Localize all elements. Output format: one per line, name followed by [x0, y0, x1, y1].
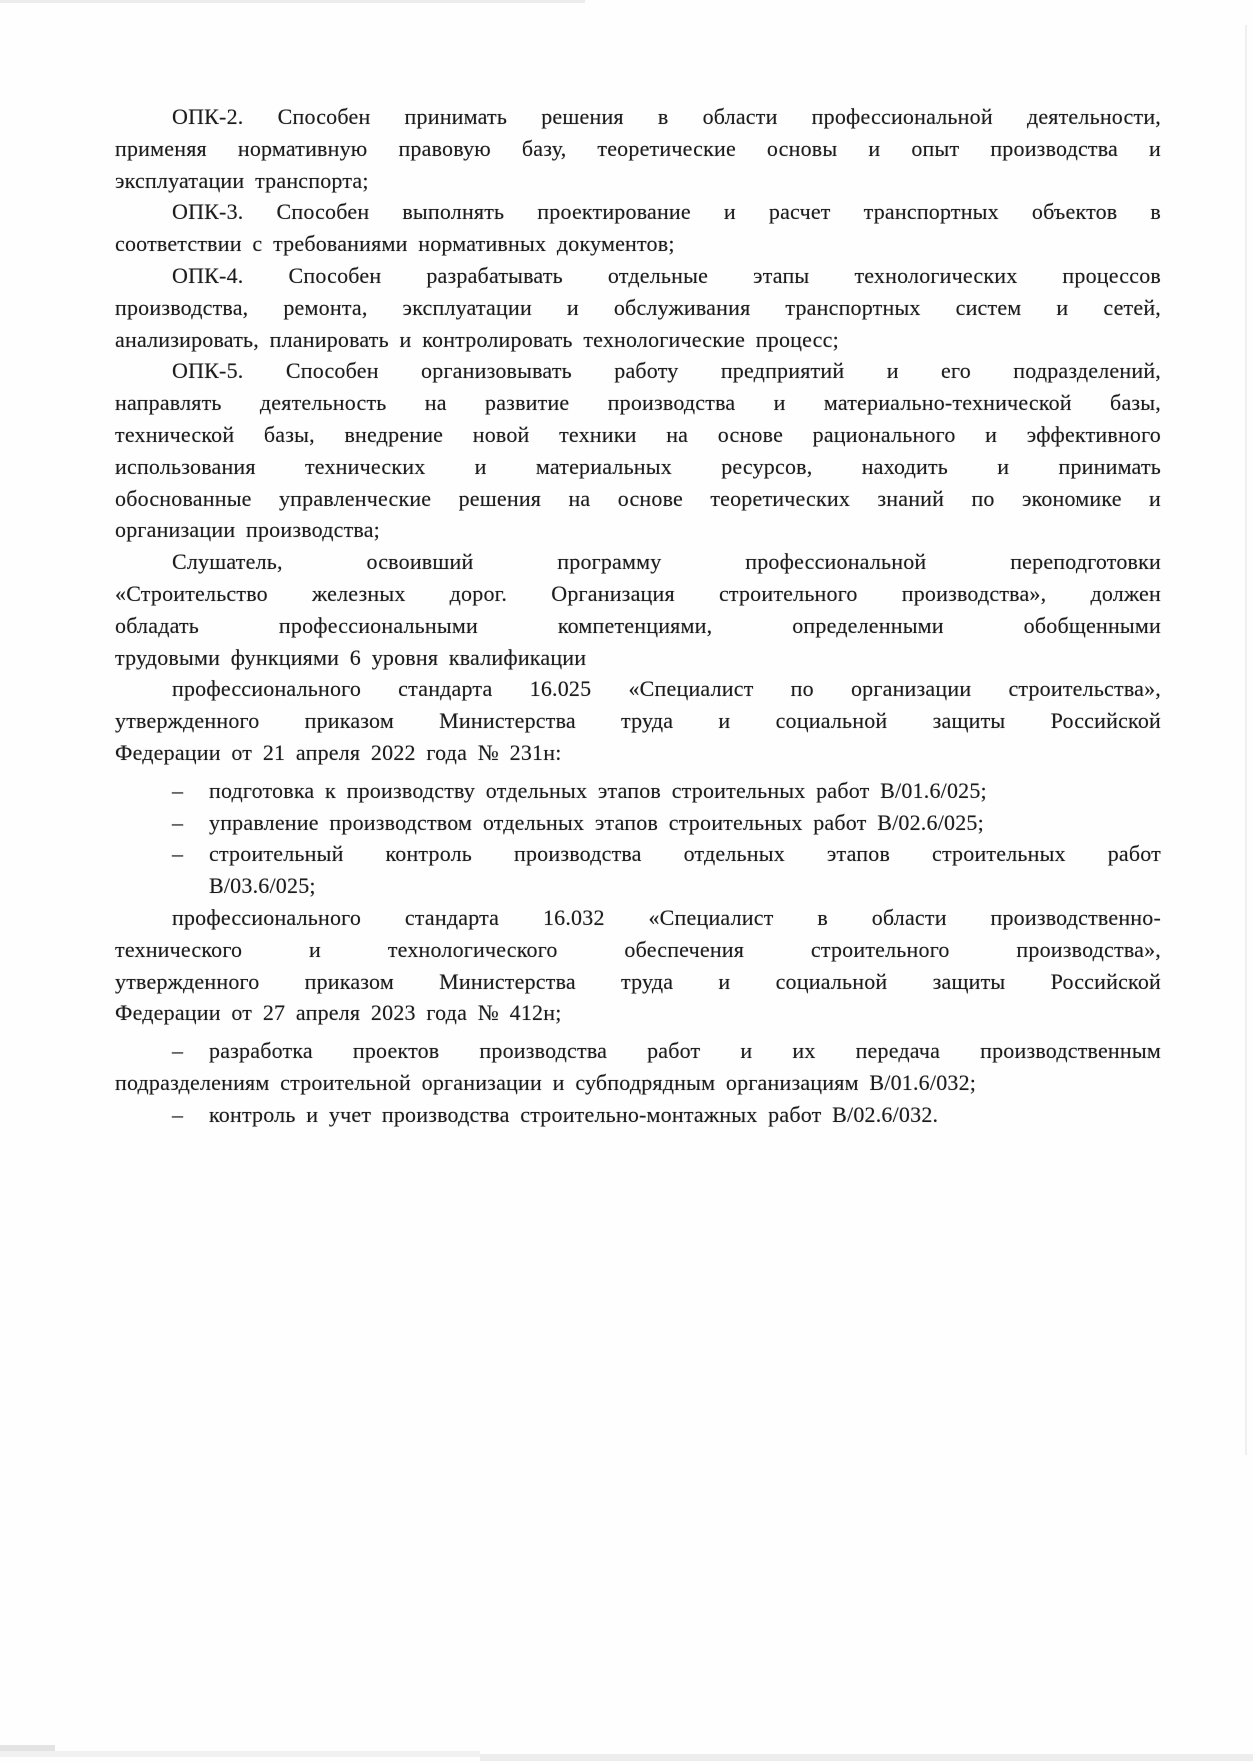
paragraph-line: технического и технологического обеспечения строительного производства»,	[115, 936, 1161, 962]
paragraph-line: обоснованные управленческие решения на основе теоретических знаний по экономике и	[115, 485, 1161, 511]
paragraph-line: утвержденного приказом Министерства труда и социальной защиты Российской	[115, 968, 1161, 994]
bullet-dash: –	[172, 1038, 184, 1064]
paragraph-line: Федерации от 27 апреля 2023 года № 412н;	[115, 1000, 562, 1026]
scan-artifact-bottom-edge	[0, 1745, 55, 1751]
list-item-line	[115, 838, 1161, 870]
list-item-text: подготовка к производству отдельных этапов строительных работ В/01.6/025;	[209, 777, 987, 803]
paragraph-line: ОПК-4. Способен разрабатывать отдельные этапы технологических процессов	[172, 262, 1161, 288]
paragraph-line: профессионального стандарта 16.025 «Специалист по организации строительства»,	[172, 676, 1161, 702]
list-item	[115, 1035, 1161, 1099]
list-item	[115, 775, 1161, 807]
paragraph-line: анализировать, планировать и контролировать технологические процесс;	[115, 326, 839, 352]
list-item	[115, 838, 1161, 902]
paragraph-line: Слушатель, освоивший программу профессиональной переподготовки	[172, 549, 1161, 575]
list-item-line: В/03.6/025;	[209, 873, 316, 899]
list-item-text: строительный контроль производства отдельных этапов строительных работ	[209, 841, 1161, 867]
paragraph-line: применяя нормативную правовую базу, теоретические основы и опыт производства и	[115, 135, 1161, 161]
list-item-line	[115, 1035, 1161, 1067]
paragraph-line: использования технических и материальных ресурсов, находить и принимать	[115, 453, 1161, 479]
paragraph-line: ОПК-3. Способен выполнять проектирование и расчет транспортных объектов в	[172, 199, 1161, 225]
paragraph-line: обладать профессиональными компетенциями, определенными обобщенными	[115, 612, 1161, 638]
bullet-dash: –	[172, 809, 184, 835]
bullet-dash: –	[172, 1101, 184, 1127]
bullet-dash: –	[172, 777, 184, 803]
list-item-line	[115, 1099, 1161, 1131]
paragraph-line: технической базы, внедрение новой техники на основе рационального и эффективного	[115, 421, 1161, 447]
paragraph-line: профессионального стандарта 16.032 «Специалист в области производственно-	[172, 904, 1161, 930]
list-item	[115, 1099, 1161, 1131]
paragraph-line: Федерации от 21 апреля 2022 года № 231н:	[115, 739, 562, 765]
paragraph-line: организации производства;	[115, 517, 380, 543]
list-item-line: подразделениям строительной организации и субподрядным организациям В/01.6/032;	[115, 1069, 977, 1095]
paragraph-line: ОПК-5. Способен организовывать работу предприятий и его подразделений,	[172, 358, 1161, 384]
text-block	[115, 101, 1161, 1131]
paragraph	[115, 260, 1161, 355]
list-item-line	[115, 775, 1161, 807]
paragraph-line: «Строительство железных дорог. Организация строительного производства», должен	[115, 580, 1161, 606]
paragraph-line: соответствии с требованиями нормативных документов;	[115, 231, 675, 257]
paragraph-line: направлять деятельность на развитие производства и материально-технической базы,	[115, 390, 1161, 416]
list-item-text: разработка проектов производства работ и их передача производственным	[209, 1038, 1161, 1064]
paragraph-line: ОПК-2. Способен принимать решения в области профессиональной деятельности,	[172, 104, 1161, 129]
list-item-text: контроль и учет производства строительно-монтажных работ В/02.6/032.	[209, 1101, 939, 1127]
paragraph-line: трудовыми функциями 6 уровня квалификации	[115, 644, 587, 670]
paragraph	[115, 673, 1161, 768]
list-item	[115, 807, 1161, 839]
paragraph	[115, 101, 1161, 196]
list-item-line	[115, 807, 1161, 839]
paragraph	[115, 902, 1161, 1029]
scan-artifact-bottom-edge	[480, 1754, 1253, 1761]
paragraph	[115, 546, 1161, 673]
scan-artifact-right-edge	[1245, 25, 1247, 1455]
paragraph-line: утвержденного приказом Министерства труда и социальной защиты Российской	[115, 708, 1161, 734]
paragraph-line: эксплуатации транспорта;	[115, 167, 369, 193]
list-item-text: управление производством отдельных этапов строительных работ В/02.6/025;	[209, 809, 984, 835]
paragraph-line: производства, ремонта, эксплуатации и обслуживания транспортных систем и сетей,	[115, 294, 1161, 320]
bullet-dash: –	[172, 841, 184, 867]
scan-artifact-bottom-edge	[0, 1751, 480, 1757]
scan-artifact-top-edge	[0, 0, 585, 3]
paragraph	[115, 196, 1161, 260]
paragraph	[115, 355, 1161, 546]
